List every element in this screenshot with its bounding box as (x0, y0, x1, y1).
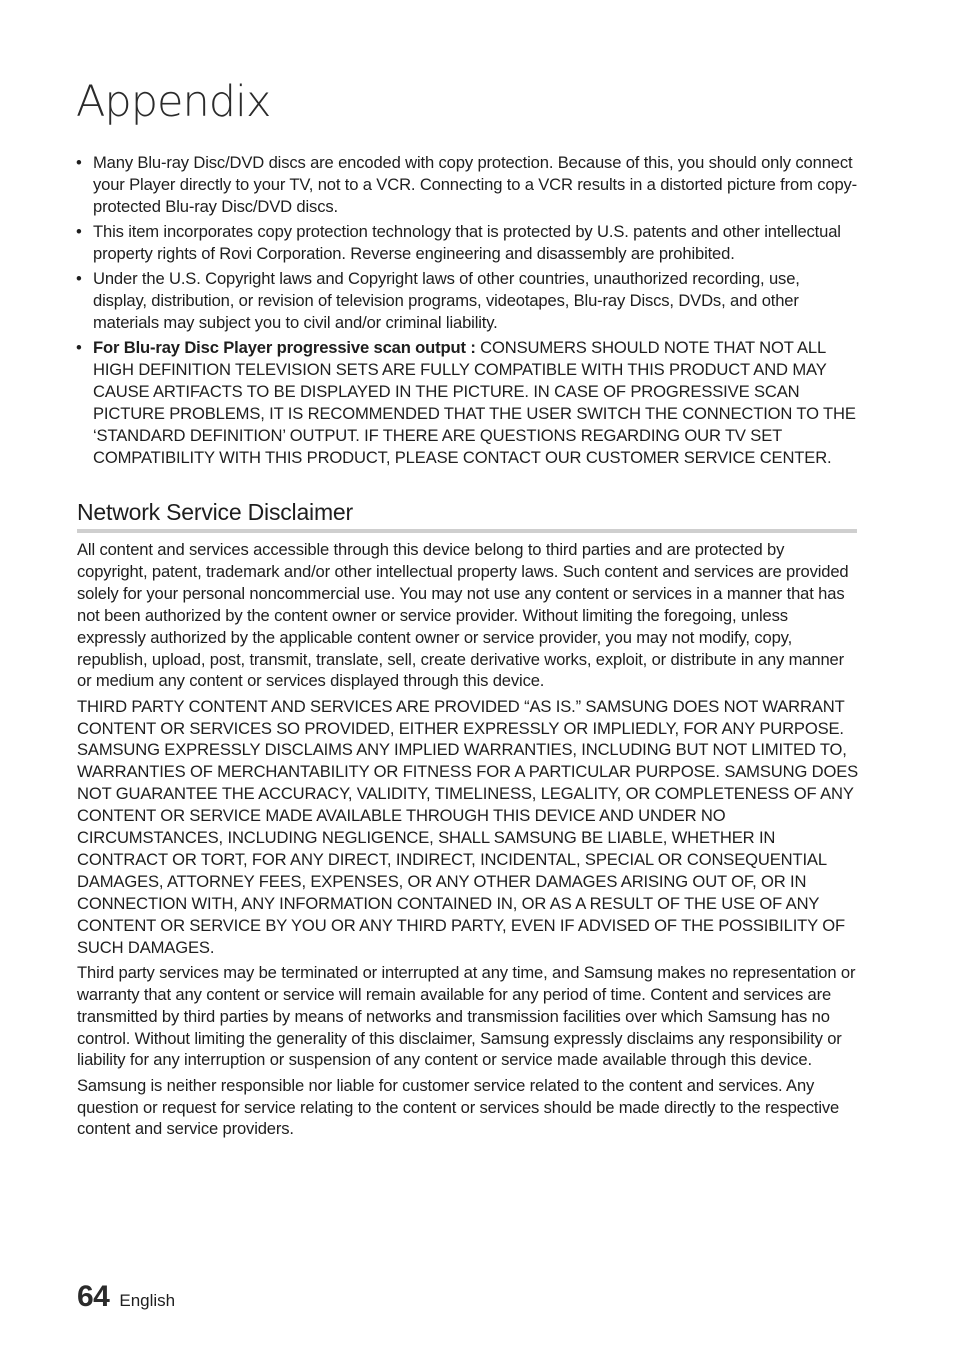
bullet-text: CONSUMERS SHOULD NOTE THAT NOT ALL HIGH DEFINITION TELEVISION SETS ARE FULLY COMPATIBLE WITH THIS PRODUCT AND MAY CAUSE ARTIFACTS TO BE DISPLAYED IN THE PICTURE. IN CASE OF PROGRESSIVE SCAN PICTURE PROBLEMS, IT IS RECOMMENDED THAT THE USER SWITCH THE CONNECTION TO THE ‘STANDARD DEFINITION’ OUTPUT. IF THERE ARE QUESTIONS REGARDING OUR TV SET COMPATIBILITY WITH THIS PRODUCT, PLEASE CONTACT OUR CUSTOMER SERVICE CENTER. (93, 338, 856, 467)
disclaimer-paragraph: THIRD PARTY CONTENT AND SERVICES ARE PROVIDED “AS IS.” SAMSUNG DOES NOT WARRANT CONTENT OR SERVICES SO PROVIDED, EITHER EXPRESSLY OR IMPLIEDLY, FOR ANY PURPOSE. SAMSUNG EXPRESSLY DISCLAIMS ANY IMPLIED WARRANTIES, INCLUDING BUT NOT LIMITED TO, WARRANTIES OF MERCHANTABILITY OR FITNESS FOR A PARTICULAR PURPOSE. SAMSUNG DOES NOT GUARANTEE THE ACCURACY, VALIDITY, TIMELINESS, LEGALITY, OR COMPLETENESS OF ANY CONTENT OR SERVICE MADE AVAILABLE THROUGH THIS DEVICE AND UNDER NO CIRCUMSTANCES, INCLUDING NEGLIGENCE, SHALL SAMSUNG BE LIABLE, WHETHER IN CONTRACT OR TORT, FOR ANY DIRECT, INDIRECT, INCIDENTAL, SPECIAL OR CONSEQUENTIAL DAMAGES, ATTORNEY FEES, EXPENSES, OR ANY OTHER DAMAGES ARISING OUT OF, OR IN CONNECTION WITH, ANY INFORMATION CONTAINED IN, OR AS A RESULT OF THE USE OF ANY CONTENT OR SERVICE BY YOU OR ANY THIRD PARTY, EVEN IF ADVISED OF THE POSSIBILITY OF SUCH DAMAGES. (77, 696, 859, 957)
bullet-item (76, 268, 858, 334)
page-footer (77, 1280, 175, 1320)
bullet-item (76, 221, 858, 265)
disclaimer-paragraph: Third party services may be terminated or interrupted at any time, and Samsung makes no representation or warranty that any content or service will remain available for any period of time. Content and services are transmitted by third parties by means of networks and transmission facilities over which Samsung has no control. Without limiting the generality of this disclaimer, Samsung expressly disclaims any responsibility or liability for any interruption or suspension of any content or service made available through this device. (77, 962, 856, 1070)
disclaimer-paragraph: Samsung is neither responsible nor liable for customer service related to the content and services. Any question or request for service relating to the content or services should be made directly to the respective content and service providers. (77, 1075, 840, 1139)
bullet-dot: • (76, 153, 82, 172)
bullet-dot: • (76, 222, 82, 242)
bullet-item (76, 152, 858, 218)
page-title: Appendix (76, 77, 271, 127)
bullet-item (76, 337, 858, 468)
bullet-text: This item incorporates copy protection technology that is protected by U.S. patents and other intellectual property rights of Rovi Corporation. Reverse engineering and disassembly are prohibited. (93, 222, 841, 263)
bullet-text: Under the U.S. Copyright laws and Copyright laws of other countries, unauthorized recording, use, display, distribution, or revision of television programs, videotapes, Blu-ray Discs, DVDs, and other materials may subject you to civil and/or criminal liability. (93, 269, 800, 332)
bullet-dot: • (76, 338, 82, 358)
section-heading-network-service-disclaimer: Network Service Disclaimer (77, 499, 353, 525)
bullet-list (76, 152, 858, 472)
disclaimer-paragraph: All content and services accessible through this device belong to third parties and are protected by copyright, patent, trademark and/or other intellectual property laws. Such content and services are provided solely for your personal noncommercial use. You may not use any content or services in a manner that has not been authorized by the content owner or service provider. Without limiting the foregoing, unless expressly authorized by the applicable content owner or service provider, you may not modify, copy, republish, upload, post, transmit, translate, sell, create derivative works, exploit, or distribute in any manner or medium any content or services displayed through this device. (77, 540, 849, 691)
section-divider (77, 529, 857, 533)
page-language: English (119, 1291, 176, 1310)
bullet-text: Many Blu-ray Disc/DVD discs are encoded with copy protection. Because of this, you should only connect your Player directly to your TV, not to a VCR. Connecting to a VCR results in a distorted picture from copy-protected Blu-ray Disc/DVD discs. (93, 153, 858, 216)
network-disclaimer-body (77, 539, 859, 1144)
bullet-bold-lead: For Blu-ray Disc Player progressive scan output : (93, 338, 476, 358)
page-number: 64 (77, 1280, 110, 1313)
bullet-dot: • (76, 269, 82, 289)
